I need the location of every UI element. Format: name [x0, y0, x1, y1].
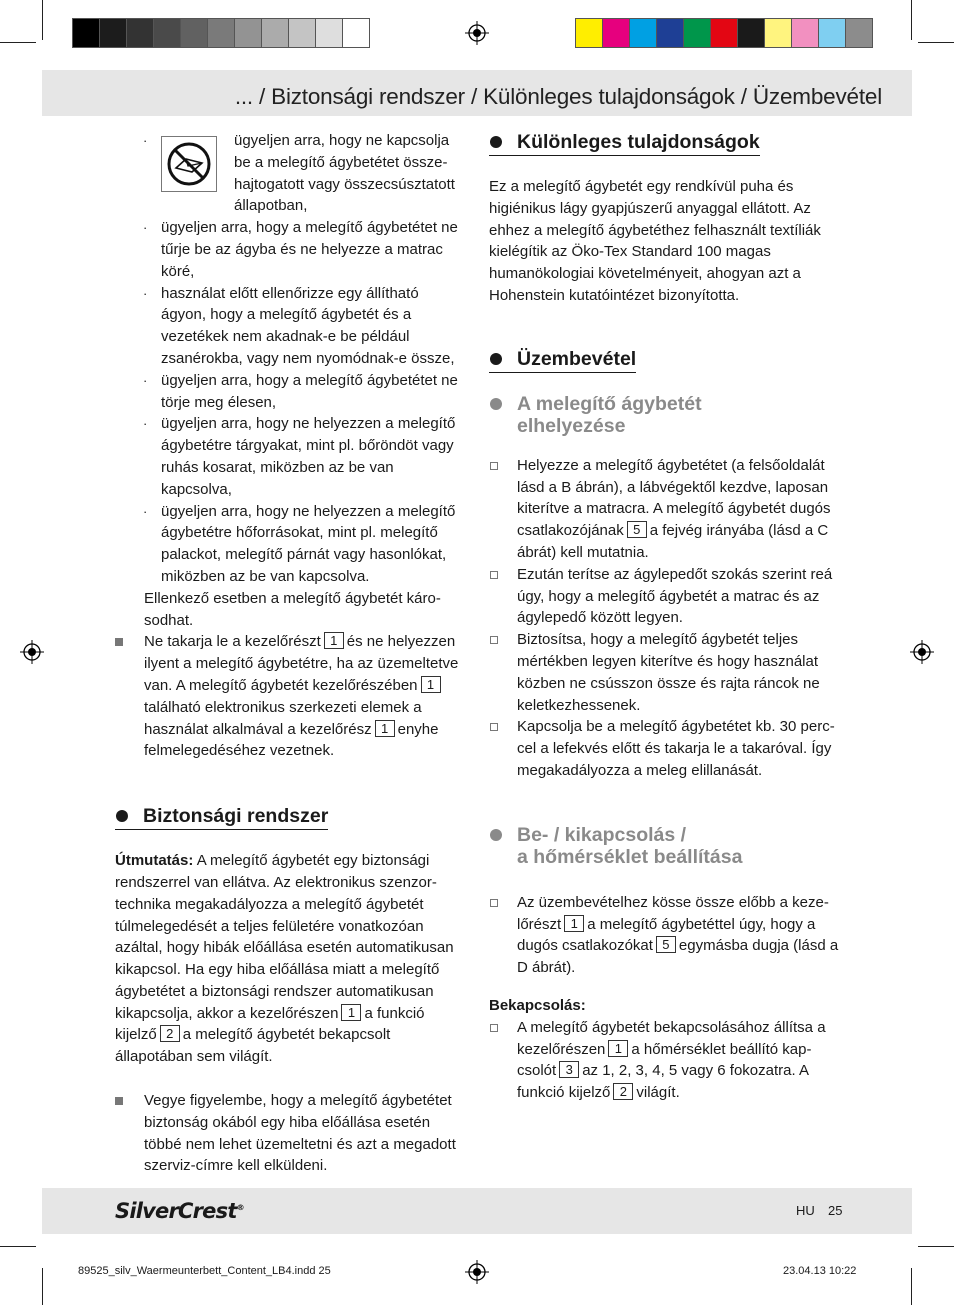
- list-item: [489, 564, 841, 629]
- text-span: világít.: [636, 1084, 680, 1102]
- square-bullet: [115, 1097, 123, 1105]
- list-item-text: Biztosítsa, hogy a melegítő ágybetét teljes mértékben legyen kiterítve és hogy használat közben ne csússzon össze és rajta ráncok ne keletkezhessenek.: [517, 631, 820, 714]
- dash-marker: ·: [143, 133, 148, 148]
- right-column: [489, 130, 841, 1104]
- registration-mark-icon: [465, 1260, 489, 1284]
- heading-text: Üzembevétel: [517, 347, 637, 370]
- list-item-text: használat előtt ellenőrizze egy állítható ágyon, hogy a melegítő ágybetét és a vezetékek nem akadnak-e be például zsanérokba, vagy nem nyomódnak-e össze,: [161, 284, 455, 367]
- text-span: Ne takarja le a kezelőrészt: [144, 633, 321, 651]
- list-item: [489, 629, 841, 716]
- heading-text: a hőmérséklet beállítása: [517, 845, 743, 868]
- note-label: Útmutatás:: [115, 852, 194, 870]
- section-heading-safety: [115, 804, 328, 830]
- list-item: [489, 716, 841, 781]
- dash-marker: ·: [143, 503, 148, 519]
- part-number-box: 1: [324, 632, 344, 649]
- heading-bullet: [490, 398, 502, 410]
- text-span: egymásba dugja (lásd a D ábrát).: [517, 937, 839, 977]
- heading-text: Különleges tulajdonságok: [517, 131, 760, 153]
- list-item: [115, 370, 467, 414]
- crop-mark: [0, 42, 36, 43]
- list-item: [115, 631, 467, 762]
- section-heading-special: [489, 130, 760, 156]
- list-item: [115, 501, 467, 588]
- crop-mark: [42, 0, 43, 40]
- text-span: enyhe felmelegedéséhez vezetnek.: [144, 720, 439, 760]
- checkbox-bullet: [490, 462, 498, 470]
- crop-mark: [911, 1268, 912, 1305]
- list-item-text: Vegye figyelembe, hogy a melegítő ágybetétet biztonság okából egy hiba előállása esetén többé nem lehet üzemeltetni és azt a megadott szerviz-címre kell elküldeni.: [144, 1092, 456, 1175]
- date-slug: 23.04.13 10:22: [783, 1265, 857, 1277]
- color-swatch: [288, 18, 316, 48]
- color-swatch: [99, 18, 127, 48]
- text-span: az 1, 2, 3, 4, 5 vagy 6 fokozatra. A funkció kijelző: [517, 1062, 809, 1102]
- list-item-text: ügyeljen arra, hogy a melegítő ágybetétet ne tűrje be az ágyba és ne helyezze a matrac köré,: [161, 219, 458, 280]
- page-header-title: ... / Biztonsági rendszer / Különleges tulajdonságok / Üzembevétel: [234, 84, 882, 109]
- part-number-box: 5: [627, 521, 647, 538]
- list-item-text: Kapcsolja be a melegítő ágybetétet kb. 30 perc-cel a lefekvés előtt és takarja le a takaróval. Így megakadályozza a meleg elillanását.: [517, 718, 835, 779]
- color-swatch: [683, 18, 711, 48]
- crop-mark: [0, 1246, 36, 1247]
- text-span: A melegítő ágybetét bekapcsolásához állítsa a kezelőrészen: [517, 1018, 826, 1058]
- text-span: a funkció kijelző: [115, 1004, 425, 1044]
- checkbox-bullet: [490, 723, 498, 731]
- list-item: [115, 130, 467, 217]
- list-item: [115, 283, 467, 370]
- color-swatch: [207, 18, 235, 48]
- crop-mark: [42, 1268, 43, 1305]
- list-item-text: Ezután terítse az ágylepedőt szokás szerint reá úgy, hogy a melegítő ágybetét a matrac és az ágylepedő között legyen.: [517, 565, 833, 627]
- checkbox-bullet: [490, 1024, 498, 1032]
- checkbox-bullet: [490, 571, 498, 579]
- page-number: 25: [828, 1203, 843, 1218]
- dash-marker: ·: [143, 372, 148, 388]
- list-item: [489, 892, 841, 979]
- heading-bullet: [490, 829, 502, 841]
- subheading-on-off: [489, 824, 841, 868]
- dash-marker: ·: [143, 416, 148, 432]
- color-swatch: [342, 18, 370, 48]
- list-item-text: ügyeljen arra, hogy a melegítő ágybetétet ne törje meg élesen,: [161, 371, 458, 411]
- color-swatch: [315, 18, 343, 48]
- heading-text: A melegítő ágybetét: [517, 392, 702, 415]
- color-swatch: [737, 18, 765, 48]
- text-span: Az üzembevételhez kösse össze előbb a keze-lőrészt: [517, 893, 829, 933]
- part-number-box: 1: [564, 915, 584, 932]
- special-features-text: Ez a melegítő ágybetét egy rendkívül puha és higiénikus lágy gyapjúszerű anyaggal ellátott. Az ehhez a melegítő ágybetéthez felhasznált textíliák kielégítik az Öko-Tex Standard 100 magas humanökologiai követelményeit, ahogyan azt a Hohenstein kutatóintézet bizonyította.: [489, 178, 821, 304]
- list-item: [489, 1017, 841, 1104]
- part-number-box: 1: [375, 720, 395, 737]
- heading-bullet: [116, 810, 128, 822]
- part-number-box: 1: [421, 676, 441, 693]
- list-item-text: ügyeljen arra, hogy ne helyezzen a melegítő ágybetétre tárgyakat, mint pl. bőröndöt vagy ruhás kosarat, miközben az be van kapcsolva,: [161, 415, 456, 498]
- color-swatch: [818, 18, 846, 48]
- text-span: a fejvég irányába (lásd a C ábrát) kell mutatnia.: [517, 522, 829, 561]
- heading-text: Biztonsági rendszer: [143, 805, 329, 828]
- color-swatch: [126, 18, 154, 48]
- text-span: a melegítő ágybetét bekapcsolt állapotában sem világít.: [115, 1026, 391, 1066]
- file-slug: 89525_silv_Waermeunterbett_Content_LB4.indd 25: [78, 1265, 331, 1277]
- part-number-box: 2: [613, 1083, 633, 1100]
- color-swatch: [153, 18, 181, 48]
- color-swatch: [710, 18, 738, 48]
- color-swatch: [656, 18, 684, 48]
- checkbox-bullet: [490, 636, 498, 644]
- heading-text: elhelyezése: [517, 414, 626, 437]
- part-number-box: 5: [656, 936, 676, 953]
- part-number-box: 2: [160, 1025, 180, 1042]
- text-span: Helyezze a melegítő ágybetétet (a felsőoldalát lásd a B ábrán), a lábvégektől kezdve, laposan kiterítve a matracra. A melegítő ágybetét dugós csatlakozójának: [517, 456, 831, 540]
- list-item-text: ügyeljen arra, hogy ne kapcsolja be a melegítő ágybetétet össze-hajtogatott vagy összecsúsztatott állapotban,: [234, 132, 455, 215]
- subheading-placement: [489, 393, 841, 437]
- logo-text: SilverCrest: [115, 1199, 237, 1223]
- color-swatch: [234, 18, 262, 48]
- registration-mark-icon: [20, 640, 44, 664]
- list-item: [489, 455, 841, 564]
- registration-mark-icon: [465, 21, 489, 45]
- list-item: [115, 413, 467, 500]
- on-label: Bekapcsolás:: [489, 996, 586, 1014]
- language-code: HU: [796, 1203, 815, 1218]
- color-swatch: [791, 18, 819, 48]
- registration-mark-icon: [910, 640, 934, 664]
- checkbox-bullet: [490, 899, 498, 907]
- crop-mark: [918, 1246, 954, 1247]
- color-swatch: [72, 18, 100, 48]
- text-span: a melegítő ágybetéttel úgy, hogy a dugós csatlakozókat: [517, 915, 816, 955]
- damage-warning-text: Ellenkező esetben a melegítő ágybetét káro-sodhat.: [144, 589, 441, 629]
- list-item: [115, 217, 467, 282]
- text-span: a hőmérséklet beállító kap-csolót: [517, 1040, 812, 1080]
- color-swatch: [180, 18, 208, 48]
- list-item-text: ügyeljen arra, hogy ne helyezzen a melegítő ágybetétre hőforrásokat, mint pl. melegítő palackot, melegítő párnát vagy hasonlókat, miközben az be van kapcsolva.: [161, 502, 456, 585]
- color-swatch: [764, 18, 792, 48]
- process-color-bar: [575, 18, 872, 48]
- color-swatch: [261, 18, 289, 48]
- dash-marker: ·: [143, 220, 148, 236]
- safety-note: [115, 850, 467, 1068]
- dash-marker: ·: [143, 285, 148, 301]
- crop-mark: [911, 0, 912, 40]
- text-span: található elektronikus szerkezeti elemek a használat alkalmával a kezelőrész: [144, 698, 422, 738]
- color-swatch: [845, 18, 873, 48]
- no-folding-warning-icon: [161, 136, 217, 192]
- heading-bullet: [490, 353, 502, 365]
- list-item: [115, 1090, 467, 1177]
- color-swatch: [602, 18, 630, 48]
- color-swatch: [575, 18, 603, 48]
- section-heading-commissioning: [489, 347, 636, 373]
- text-span: A melegítő ágybetét egy biztonsági rendszerrel van ellátva. Az elektronikus szenzor-technika megakadályozza a melegítő ágybetét túlmelegedését a teljes felületére vonatkozóan azáltal, hogy hibák előállása esetén automatikusan kikapcsol. Ha egy hiba előállása miatt a melegítő ágybetétet a biztonsági rendszer automatikusan kikapcsolja, akkor a kezelőrészen: [115, 852, 454, 1022]
- part-number-box: 1: [608, 1040, 628, 1057]
- heading-text: Be- / kikapcsolás /: [517, 823, 687, 846]
- part-number-box: 3: [559, 1061, 579, 1078]
- left-column: [115, 130, 467, 1177]
- color-swatch: [629, 18, 657, 48]
- grayscale-color-bar: [72, 18, 369, 48]
- silvercrest-logo: [115, 1199, 244, 1223]
- crop-mark: [918, 42, 954, 43]
- trademark-mark: ®: [236, 1203, 244, 1212]
- text-span: és ne helyezzen ilyent a melegítő ágybetétre, ha az üzemeltetve van. A melegítő ágybetét kezelőrészében: [144, 633, 459, 694]
- square-bullet: [115, 638, 123, 646]
- heading-bullet: [490, 136, 502, 148]
- part-number-box: 1: [341, 1004, 361, 1021]
